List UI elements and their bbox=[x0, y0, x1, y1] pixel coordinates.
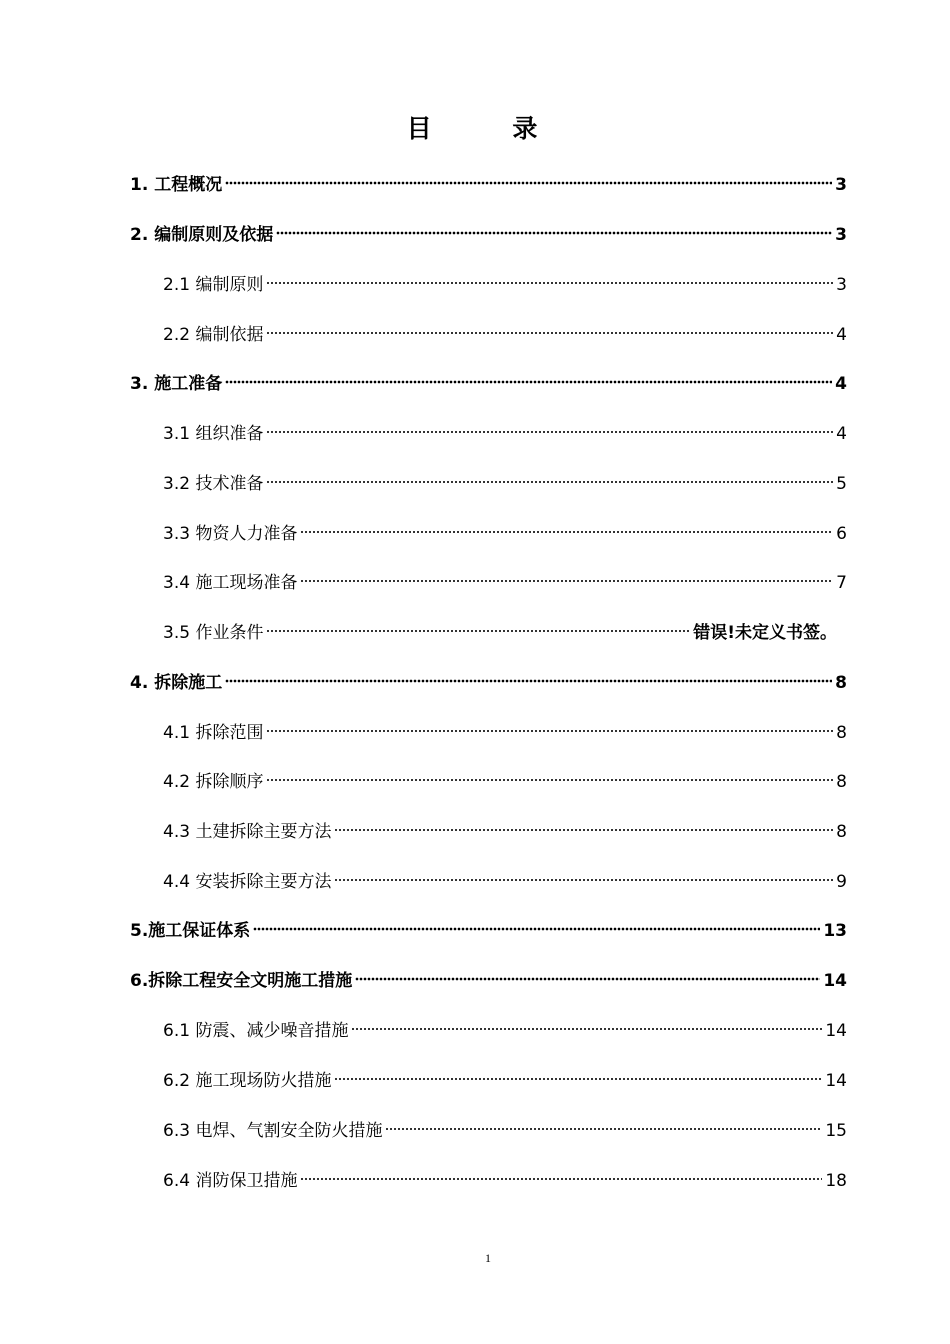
toc-entry-title: 5.施工保证体系 bbox=[130, 921, 251, 941]
toc-entry[interactable] bbox=[163, 1018, 847, 1044]
toc-leader-dots bbox=[266, 629, 690, 633]
toc-entry[interactable] bbox=[130, 371, 847, 397]
toc-leader-dots bbox=[355, 977, 820, 981]
toc-entry-title: 3.4 施工现场准备 bbox=[163, 573, 298, 593]
toc-entry-title: 6.2 施工现场防火措施 bbox=[163, 1071, 332, 1091]
page-title: 目 录 bbox=[406, 114, 574, 143]
toc-entry-page: 7 bbox=[836, 573, 847, 593]
toc-entry-title: 3.3 物资人力准备 bbox=[163, 524, 298, 544]
toc-entry-title: 6.4 消防保卫措施 bbox=[163, 1171, 298, 1191]
toc-leader-dots bbox=[253, 927, 820, 931]
toc-entry-page: 14 bbox=[825, 1071, 847, 1091]
toc-entry-title: 4.4 安装拆除主要方法 bbox=[163, 872, 332, 892]
toc-entry[interactable] bbox=[130, 968, 847, 994]
toc-entry[interactable] bbox=[163, 521, 847, 547]
toc-leader-dots bbox=[266, 480, 833, 484]
toc-entry-title: 2.2 编制依据 bbox=[163, 325, 264, 345]
toc-entry-page: 14 bbox=[825, 1021, 847, 1041]
toc-entry-title: 3.1 组织准备 bbox=[163, 424, 264, 444]
toc-entry-page: 6 bbox=[836, 524, 847, 544]
toc-entry[interactable] bbox=[163, 272, 847, 298]
toc-entry[interactable] bbox=[163, 421, 847, 447]
toc-entry[interactable] bbox=[163, 471, 847, 497]
toc-leader-dots bbox=[225, 380, 832, 384]
toc-entry-title: 4.1 拆除范围 bbox=[163, 723, 264, 743]
toc-leader-dots bbox=[334, 828, 833, 832]
toc-leader-dots bbox=[300, 530, 833, 534]
toc-entry[interactable] bbox=[163, 869, 847, 895]
toc-entry-title: 1. 工程概况 bbox=[130, 175, 223, 195]
toc-leader-dots bbox=[334, 1077, 822, 1081]
toc-entry[interactable] bbox=[163, 620, 837, 646]
toc-entry-page: 3 bbox=[836, 275, 847, 295]
toc-leader-dots bbox=[225, 181, 832, 185]
toc-entry-title: 6.1 防震、减少噪音措施 bbox=[163, 1021, 349, 1041]
toc-entry-page: 18 bbox=[825, 1171, 847, 1191]
toc-entry-error-message: 错误!未定义书签。 bbox=[693, 623, 837, 643]
toc-leader-dots bbox=[266, 430, 833, 434]
toc-entry-page: 9 bbox=[836, 872, 847, 892]
toc-entry[interactable] bbox=[130, 172, 847, 198]
toc-entry[interactable] bbox=[163, 1168, 847, 1194]
toc-entry-title: 4.3 土建拆除主要方法 bbox=[163, 822, 332, 842]
toc-entry-page: 4 bbox=[835, 374, 847, 394]
toc-leader-dots bbox=[300, 1177, 822, 1181]
toc-entry-title: 3.2 技术准备 bbox=[163, 474, 264, 494]
toc-leader-dots bbox=[266, 778, 833, 782]
toc-leader-dots bbox=[225, 679, 832, 683]
toc-entry-title: 3. 施工准备 bbox=[130, 374, 223, 394]
toc-entry[interactable] bbox=[130, 222, 847, 248]
toc-entry[interactable] bbox=[163, 570, 847, 596]
toc-leader-dots bbox=[385, 1127, 822, 1131]
toc-entry-page: 3 bbox=[835, 225, 847, 245]
toc-leader-dots bbox=[300, 579, 833, 583]
toc-entry-title: 4.2 拆除顺序 bbox=[163, 772, 264, 792]
toc-leader-dots bbox=[266, 281, 833, 285]
toc-entry[interactable] bbox=[130, 670, 847, 696]
toc-entry-page: 8 bbox=[836, 772, 847, 792]
toc-entry-title: 4. 拆除施工 bbox=[130, 673, 223, 693]
page-number: 1 bbox=[485, 1251, 491, 1265]
toc-entry[interactable] bbox=[130, 918, 847, 944]
toc-leader-dots bbox=[351, 1027, 822, 1031]
toc-entry-page: 13 bbox=[823, 921, 847, 941]
toc-entry-page: 4 bbox=[836, 325, 847, 345]
toc-entry-page: 5 bbox=[836, 474, 847, 494]
toc-entry-page: 3 bbox=[835, 175, 847, 195]
toc-entry-page: 8 bbox=[836, 723, 847, 743]
toc-entry-title: 6.3 电焊、气割安全防火措施 bbox=[163, 1121, 383, 1141]
toc-entry-title: 2. 编制原则及依据 bbox=[130, 225, 274, 245]
toc-leader-dots bbox=[266, 331, 833, 335]
toc-entry-page: 4 bbox=[836, 424, 847, 444]
toc-leader-dots bbox=[266, 729, 833, 733]
toc-leader-dots bbox=[334, 878, 833, 882]
toc-entry-title: 6.拆除工程安全文明施工措施 bbox=[130, 971, 353, 991]
toc-entry-page: 8 bbox=[835, 673, 847, 693]
toc-entry-page: 15 bbox=[825, 1121, 847, 1141]
toc-entry-title: 2.1 编制原则 bbox=[163, 275, 264, 295]
toc-entry[interactable] bbox=[163, 1068, 847, 1094]
toc-entry[interactable] bbox=[163, 819, 847, 845]
toc-entry[interactable] bbox=[163, 322, 847, 348]
toc-entry-page: 8 bbox=[836, 822, 847, 842]
toc-entry-page: 14 bbox=[823, 971, 847, 991]
toc-leader-dots bbox=[276, 231, 832, 235]
toc-entry-title: 3.5 作业条件 bbox=[163, 623, 264, 643]
toc-entry[interactable] bbox=[163, 720, 847, 746]
toc-entry[interactable] bbox=[163, 1118, 847, 1144]
toc-entry[interactable] bbox=[163, 769, 847, 795]
